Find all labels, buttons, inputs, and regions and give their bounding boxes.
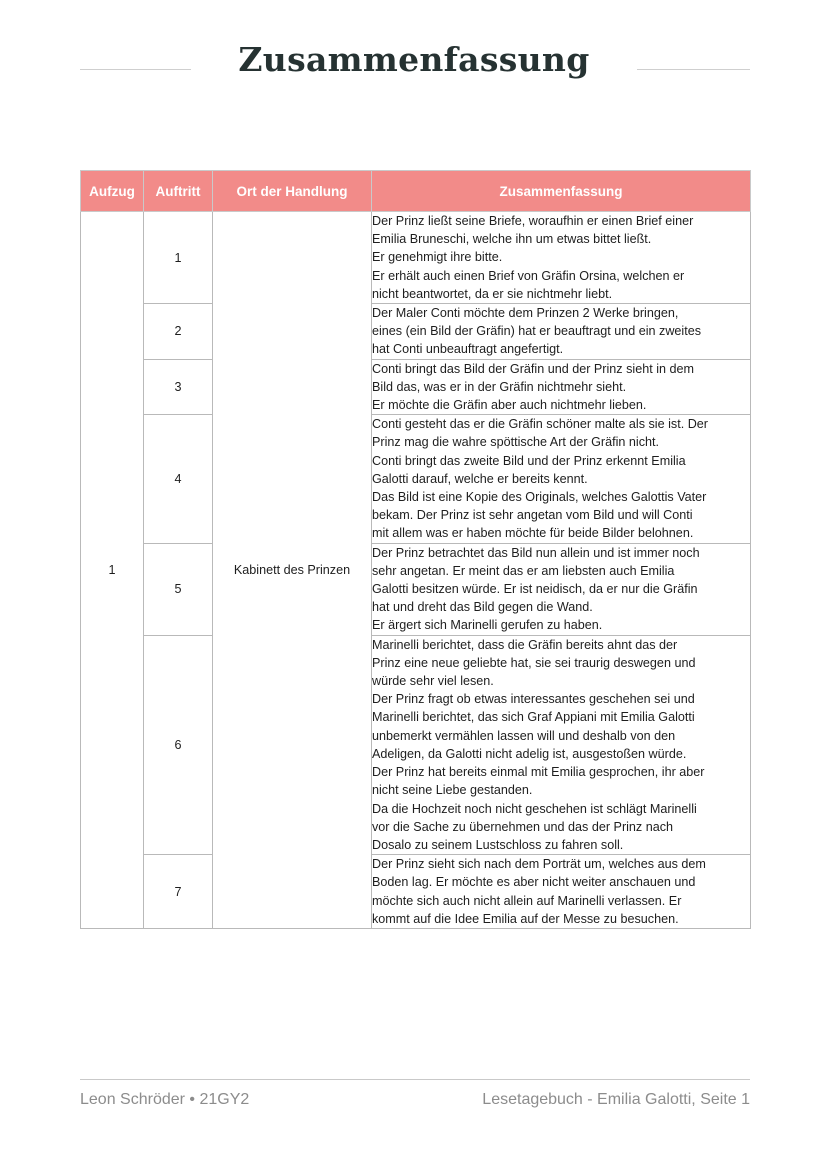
summary-cell [372, 359, 751, 415]
summary-line: Marinelli berichtet, das sich Graf Appiani mit Emilia Galotti [372, 710, 695, 725]
summary-cell [372, 855, 751, 929]
summary-line: Der Prinz betrachtet das Bild nun allein und ist immer noch [372, 545, 700, 560]
auftritt-cell: 4 [144, 415, 213, 543]
footer-rule [80, 1079, 750, 1080]
summary-cell [372, 635, 751, 854]
header-ort: Ort der Handlung [213, 171, 372, 212]
summary-cell [372, 415, 751, 543]
table-row [81, 635, 751, 854]
summary-line: sehr angetan. Er meint das er am liebsten auch Emilia [372, 563, 675, 578]
summary-line: hat Conti unbeauftragt angefertigt. [372, 342, 564, 357]
summary-cell [372, 212, 751, 304]
summary-line: Marinelli berichtet, dass die Gräfin bereits ahnt das der [372, 637, 678, 652]
summary-line: Bild das, was er in der Gräfin nichtmehr sieht. [372, 379, 627, 394]
summary-line: kommt auf die Idee Emilia auf der Messe zu besuchen. [372, 911, 679, 926]
summary-line: Conti bringt das Bild der Gräfin und der Prinz sieht in dem [372, 361, 695, 376]
auftritt-cell: 3 [144, 359, 213, 415]
summary-line: Der Maler Conti möchte dem Prinzen 2 Werke bringen, [372, 306, 679, 321]
table-row [81, 304, 751, 360]
aufzug-cell: 1 [81, 212, 144, 929]
summary-line: Prinz eine neue geliebte hat, sie sei traurig deswegen und [372, 655, 696, 670]
auftritt-cell: 6 [144, 635, 213, 854]
summary-line: Adeligen, da Galotti nicht adelig ist, ausgestoßen würde. [372, 746, 687, 761]
summary-line: Er genehmigt ihre bitte. [372, 250, 503, 265]
summary-line: hat und dreht das Bild gegen die Wand. [372, 600, 593, 615]
summary-line: Conti bringt das zweite Bild und der Prinz erkennt Emilia [372, 453, 686, 468]
header-auftritt: Auftritt [144, 171, 213, 212]
ort-cell: Kabinett des Prinzen [213, 212, 372, 929]
summary-line: Galotti darauf, welche er bereits kennt. [372, 471, 588, 486]
summary-line: Prinz mag die wahre spöttische Art der Gräfin nicht. [372, 435, 659, 450]
summary-line: Emilia Bruneschi, welche ihn um etwas bittet ließt. [372, 232, 652, 247]
summary-line: nicht seine Liebe gestanden. [372, 783, 533, 798]
summary-line: Der Prinz fragt ob etwas interessantes geschehen sei und [372, 692, 695, 707]
table-row [81, 543, 751, 635]
footer-author: Leon Schröder • 21GY2 [80, 1091, 250, 1108]
summary-line: Dosalo zu seinem Lustschloss zu fahren soll. [372, 837, 624, 852]
table-body [81, 212, 751, 929]
footer-page-info: Lesetagebuch - Emilia Galotti, Seite 1 [482, 1091, 750, 1108]
table-row [81, 415, 751, 543]
table-row [81, 359, 751, 415]
summary-line: Da die Hochzeit noch nicht geschehen ist schlägt Marinelli [372, 801, 697, 816]
summary-line: Conti gesteht das er die Gräfin schöner malte als sie ist. Der [372, 417, 708, 432]
summary-line: Der Prinz hat bereits einmal mit Emilia gesprochen, ihr aber [372, 765, 705, 780]
table-row [81, 212, 751, 304]
summary-line: unbemerkt vermählen lassen will und deshalb von den [372, 728, 676, 743]
table-row [81, 855, 751, 929]
summary-line: würde sehr viel lesen. [372, 674, 494, 689]
summary-table [80, 170, 751, 929]
summary-line: Der Prinz ließt seine Briefe, woraufhin er einen Brief einer [372, 214, 694, 228]
summary-line: nicht beantwortet, da er sie nichtmehr liebt. [372, 286, 613, 301]
summary-line: Er erhält auch einen Brief von Gräfin Orsina, welchen er [372, 268, 685, 283]
summary-line: Er möchte die Gräfin aber auch nichtmehr lieben. [372, 398, 647, 413]
summary-line: bekam. Der Prinz ist sehr angetan vom Bild und will Conti [372, 508, 693, 523]
auftritt-cell: 7 [144, 855, 213, 929]
summary-line: Galotti besitzen würde. Er ist neidisch, da er nur die Gräfin [372, 582, 698, 597]
table-header-row [81, 171, 751, 212]
summary-cell [372, 543, 751, 635]
summary-line: eines (ein Bild der Gräfin) hat er beauftragt und ein zweites [372, 324, 702, 339]
summary-line: vor die Sache zu übernehmen und das der Prinz nach [372, 819, 674, 834]
summary-line: Boden lag. Er möchte es aber nicht weiter anschauen und [372, 875, 696, 890]
summary-line: Das Bild ist eine Kopie des Originals, welches Galottis Vater [372, 490, 707, 505]
auftritt-cell: 5 [144, 543, 213, 635]
auftritt-cell: 2 [144, 304, 213, 360]
summary-line: Der Prinz sieht sich nach dem Porträt um, welches aus dem [372, 857, 706, 872]
auftritt-cell: 1 [144, 212, 213, 304]
page-title: Zusammenfassung [238, 40, 590, 79]
summary-line: Er ärgert sich Marinelli gerufen zu haben. [372, 618, 603, 633]
summary-cell [372, 304, 751, 360]
summary-line: möchte sich auch nicht allein auf Marinelli verlassen. Er [372, 893, 682, 908]
header-zusammenfassung: Zusammenfassung [372, 171, 751, 212]
header-aufzug: Aufzug [81, 171, 144, 212]
summary-line: mit allem was er haben möchte für beide Bilder belohnen. [372, 526, 694, 541]
